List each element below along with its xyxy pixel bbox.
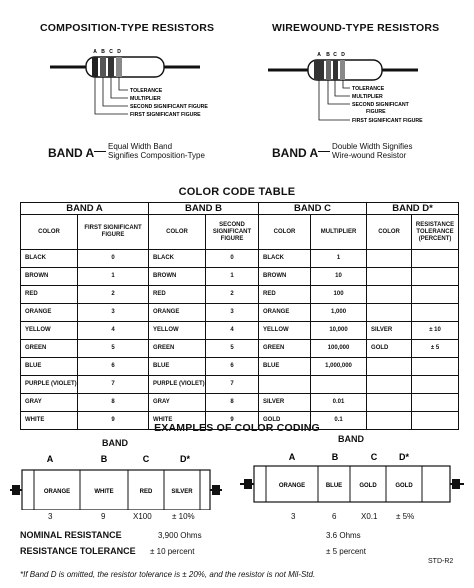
left-value-b: 9 bbox=[101, 512, 106, 521]
table-cell: 8 bbox=[206, 394, 259, 412]
label-first-figure: FIRST SIGNIFICANT FIGURE bbox=[130, 112, 201, 118]
table-cell: 3 bbox=[78, 304, 149, 322]
footnote: *If Band D is omitted, the resistor tolerance is ± 20%, and the resistor is not Mil-Std. bbox=[20, 570, 316, 579]
wirewound-band-a-label: BAND A bbox=[272, 146, 319, 160]
table-cell: 6 bbox=[78, 358, 149, 376]
table-cell: WHITE bbox=[149, 412, 206, 430]
nominal-left: 3,900 Ohms bbox=[158, 531, 202, 540]
table-cell: 9 bbox=[78, 412, 149, 430]
label-tolerance: TOLERANCE bbox=[130, 88, 163, 94]
band-b bbox=[326, 60, 331, 80]
svg-text:GOLD: GOLD bbox=[359, 483, 377, 489]
table-cell: 7 bbox=[78, 376, 149, 394]
svg-text:D*: D* bbox=[398, 452, 410, 462]
svg-text:SECOND SIGNIFICANT: SECOND SIGNIFICANT bbox=[352, 102, 409, 108]
subheader: MULTIPLIER bbox=[311, 215, 367, 250]
svg-text:B: B bbox=[100, 454, 108, 464]
right-value-a: 3 bbox=[291, 512, 296, 521]
table-row bbox=[21, 394, 459, 412]
table-cell: 3 bbox=[206, 304, 259, 322]
band-b bbox=[100, 57, 106, 77]
table-cell: BLUE bbox=[149, 358, 206, 376]
table-cell: WHITE bbox=[21, 412, 78, 430]
table-cell: GRAY bbox=[149, 394, 206, 412]
table-row bbox=[21, 286, 459, 304]
table-row bbox=[21, 250, 459, 268]
svg-text:WHITE: WHITE bbox=[94, 489, 114, 495]
composition-resistor-diagram bbox=[50, 38, 240, 130]
svg-text:GOLD: GOLD bbox=[395, 483, 413, 489]
table-cell: 100,000 bbox=[311, 340, 367, 358]
table-cell: 5 bbox=[206, 340, 259, 358]
table-cell: 1,000 bbox=[311, 304, 367, 322]
subheader: COLOR bbox=[367, 215, 412, 250]
table-cell bbox=[367, 268, 412, 286]
table-cell: GREEN bbox=[149, 340, 206, 358]
svg-text:BLUE: BLUE bbox=[325, 483, 343, 489]
right-value-c: X0.1 bbox=[361, 512, 378, 521]
table-cell: ± 10 bbox=[412, 322, 459, 340]
subheader: COLOR bbox=[21, 215, 78, 250]
svg-text:ORANGE: ORANGE bbox=[43, 489, 71, 495]
table-cell: 2 bbox=[206, 286, 259, 304]
subheader: FIRST SIGNIFICANT FIGURE bbox=[78, 215, 149, 250]
table-cell bbox=[412, 268, 459, 286]
band-a bbox=[92, 57, 98, 77]
svg-text:C: C bbox=[333, 52, 337, 58]
label-second-figure: SECOND SIGNIFICANT FIGURE bbox=[130, 104, 208, 110]
table-cell: 10,000 bbox=[311, 322, 367, 340]
svg-text:A: A bbox=[46, 454, 54, 464]
svg-text:FIRST SIGNIFICANT FIGURE: FIRST SIGNIFICANT FIGURE bbox=[352, 118, 423, 124]
left-value-d: ± 10% bbox=[172, 512, 195, 521]
nominal-right: 3.6 Ohms bbox=[326, 531, 361, 540]
table-cell bbox=[412, 286, 459, 304]
band-c bbox=[108, 57, 114, 77]
nominal-label: NOMINAL RESISTANCE bbox=[20, 530, 122, 540]
wirewound-band-a-desc: Double Width Signifies Wire-wound Resistor bbox=[332, 142, 413, 160]
group-band-a: BAND A bbox=[21, 203, 149, 215]
svg-text:A: A bbox=[317, 52, 321, 58]
table-row bbox=[21, 376, 459, 394]
table-cell bbox=[412, 376, 459, 394]
table-cell: GRAY bbox=[21, 394, 78, 412]
subheader: COLOR bbox=[149, 215, 206, 250]
table-cell: ORANGE bbox=[259, 304, 311, 322]
group-band-d: BAND D* bbox=[367, 203, 459, 215]
letter-b: B bbox=[101, 49, 105, 55]
subheader: RESISTANCE TOLERANCE (PERCENT) bbox=[412, 215, 459, 250]
table-cell: GOLD bbox=[259, 412, 311, 430]
dash bbox=[318, 151, 330, 152]
table-cell: PURPLE (VIOLET) bbox=[21, 376, 78, 394]
left-value-a: 3 bbox=[48, 512, 53, 521]
table-cell bbox=[367, 250, 412, 268]
table-title: COLOR CODE TABLE bbox=[178, 186, 296, 198]
table-cell: BLACK bbox=[259, 250, 311, 268]
table-cell bbox=[367, 394, 412, 412]
table-cell: RED bbox=[259, 286, 311, 304]
band-a-double bbox=[314, 60, 324, 80]
band-c bbox=[333, 60, 338, 80]
wirewound-title: WIREWOUND-TYPE RESISTORS bbox=[272, 22, 440, 34]
table-row bbox=[21, 268, 459, 286]
table-cell bbox=[412, 394, 459, 412]
table-cell: 8 bbox=[78, 394, 149, 412]
table-cell: 1 bbox=[78, 268, 149, 286]
svg-text:B: B bbox=[326, 52, 330, 58]
svg-text:RED: RED bbox=[139, 489, 153, 495]
band-d bbox=[340, 60, 345, 80]
table-cell: 1,000,000 bbox=[311, 358, 367, 376]
composition-band-a-desc: Equal Width Band Signifies Composition-Type bbox=[108, 142, 205, 160]
table-cell: YELLOW bbox=[21, 322, 78, 340]
table-cell: YELLOW bbox=[259, 322, 311, 340]
table-row bbox=[21, 358, 459, 376]
table-row bbox=[21, 340, 459, 358]
tolerance-label: RESISTANCE TOLERANCE bbox=[20, 546, 136, 556]
table-cell bbox=[367, 376, 412, 394]
table-cell bbox=[367, 304, 412, 322]
wirewound-resistor-diagram bbox=[268, 40, 468, 132]
table-cell: 1 bbox=[206, 268, 259, 286]
table-cell: ORANGE bbox=[21, 304, 78, 322]
right-value-d: ± 5% bbox=[396, 512, 415, 521]
table-cell: 6 bbox=[206, 358, 259, 376]
table-cell: 7 bbox=[206, 376, 259, 394]
svg-text:FIGURE: FIGURE bbox=[366, 109, 386, 115]
subheader: COLOR bbox=[259, 215, 311, 250]
table-cell: 9 bbox=[206, 412, 259, 430]
group-band-b: BAND B bbox=[149, 203, 259, 215]
table-row bbox=[21, 304, 459, 322]
svg-text:A: A bbox=[288, 452, 296, 462]
table-cell: BLUE bbox=[259, 358, 311, 376]
svg-text:C: C bbox=[370, 452, 378, 462]
table-cell: RED bbox=[149, 286, 206, 304]
tolerance-right: ± 5 percent bbox=[326, 547, 366, 556]
svg-text:B: B bbox=[331, 452, 339, 462]
figure-code: STD-R2 bbox=[428, 558, 454, 565]
table-cell: 0.01 bbox=[311, 394, 367, 412]
letter-c: C bbox=[109, 49, 113, 55]
band-word-left: BAND bbox=[102, 438, 128, 448]
table-cell: 4 bbox=[78, 322, 149, 340]
left-value-c: X100 bbox=[133, 512, 152, 521]
table-cell: SILVER bbox=[367, 322, 412, 340]
svg-text:D*: D* bbox=[179, 454, 191, 464]
band-d bbox=[116, 57, 122, 77]
table-cell bbox=[367, 286, 412, 304]
examples-title: EXAMPLES OF COLOR CODING bbox=[154, 422, 320, 434]
svg-text:MULTIPLIER: MULTIPLIER bbox=[352, 94, 383, 100]
letter-d: D bbox=[117, 49, 121, 55]
table-cell: 0.1 bbox=[311, 412, 367, 430]
subheader: SECOND SIGNIFICANT FIGURE bbox=[206, 215, 259, 250]
table-cell bbox=[412, 358, 459, 376]
table-cell: RED bbox=[21, 286, 78, 304]
svg-text:SILVER: SILVER bbox=[171, 489, 193, 495]
table-cell: 2 bbox=[78, 286, 149, 304]
table-cell: 100 bbox=[311, 286, 367, 304]
table-cell: BROWN bbox=[21, 268, 78, 286]
table-cell: BROWN bbox=[259, 268, 311, 286]
band-word-right: BAND bbox=[338, 434, 364, 444]
table-cell: BLUE bbox=[21, 358, 78, 376]
table-cell: BLACK bbox=[149, 250, 206, 268]
table-cell bbox=[367, 358, 412, 376]
table-cell bbox=[259, 376, 311, 394]
table-cell: ± 5 bbox=[412, 340, 459, 358]
dash bbox=[94, 151, 106, 152]
table-cell: GREEN bbox=[21, 340, 78, 358]
svg-text:ORANGE: ORANGE bbox=[278, 483, 306, 489]
letter-a: A bbox=[93, 49, 97, 55]
table-cell: ORANGE bbox=[149, 304, 206, 322]
label-multiplier: MULTIPLIER bbox=[130, 96, 161, 102]
table-cell: BROWN bbox=[149, 268, 206, 286]
table-cell: GOLD bbox=[367, 340, 412, 358]
table-cell: YELLOW bbox=[149, 322, 206, 340]
table-cell: BLACK bbox=[21, 250, 78, 268]
table-cell bbox=[412, 250, 459, 268]
composition-title: COMPOSITION-TYPE RESISTORS bbox=[40, 22, 215, 34]
group-band-c: BAND C bbox=[259, 203, 367, 215]
table-cell bbox=[412, 304, 459, 322]
table-cell: 1 bbox=[311, 250, 367, 268]
table-row bbox=[21, 322, 459, 340]
table-cell: SILVER bbox=[259, 394, 311, 412]
table-cell: GREEN bbox=[259, 340, 311, 358]
table-cell: 5 bbox=[78, 340, 149, 358]
svg-text:C: C bbox=[142, 454, 150, 464]
composition-band-a-label: BAND A bbox=[48, 146, 95, 160]
table-cell: 4 bbox=[206, 322, 259, 340]
table-cell: PURPLE (VIOLET) bbox=[149, 376, 206, 394]
table-cell: 0 bbox=[78, 250, 149, 268]
svg-text:D: D bbox=[341, 52, 345, 58]
example-left-resistor bbox=[10, 448, 222, 510]
color-code-table bbox=[20, 202, 459, 430]
svg-text:TOLERANCE: TOLERANCE bbox=[352, 86, 385, 92]
table-cell: 0 bbox=[206, 250, 259, 268]
tolerance-left: ± 10 percent bbox=[150, 547, 195, 556]
example-right-resistor bbox=[240, 448, 464, 508]
table-cell: 10 bbox=[311, 268, 367, 286]
right-value-b: 6 bbox=[332, 512, 337, 521]
table-cell bbox=[311, 376, 367, 394]
